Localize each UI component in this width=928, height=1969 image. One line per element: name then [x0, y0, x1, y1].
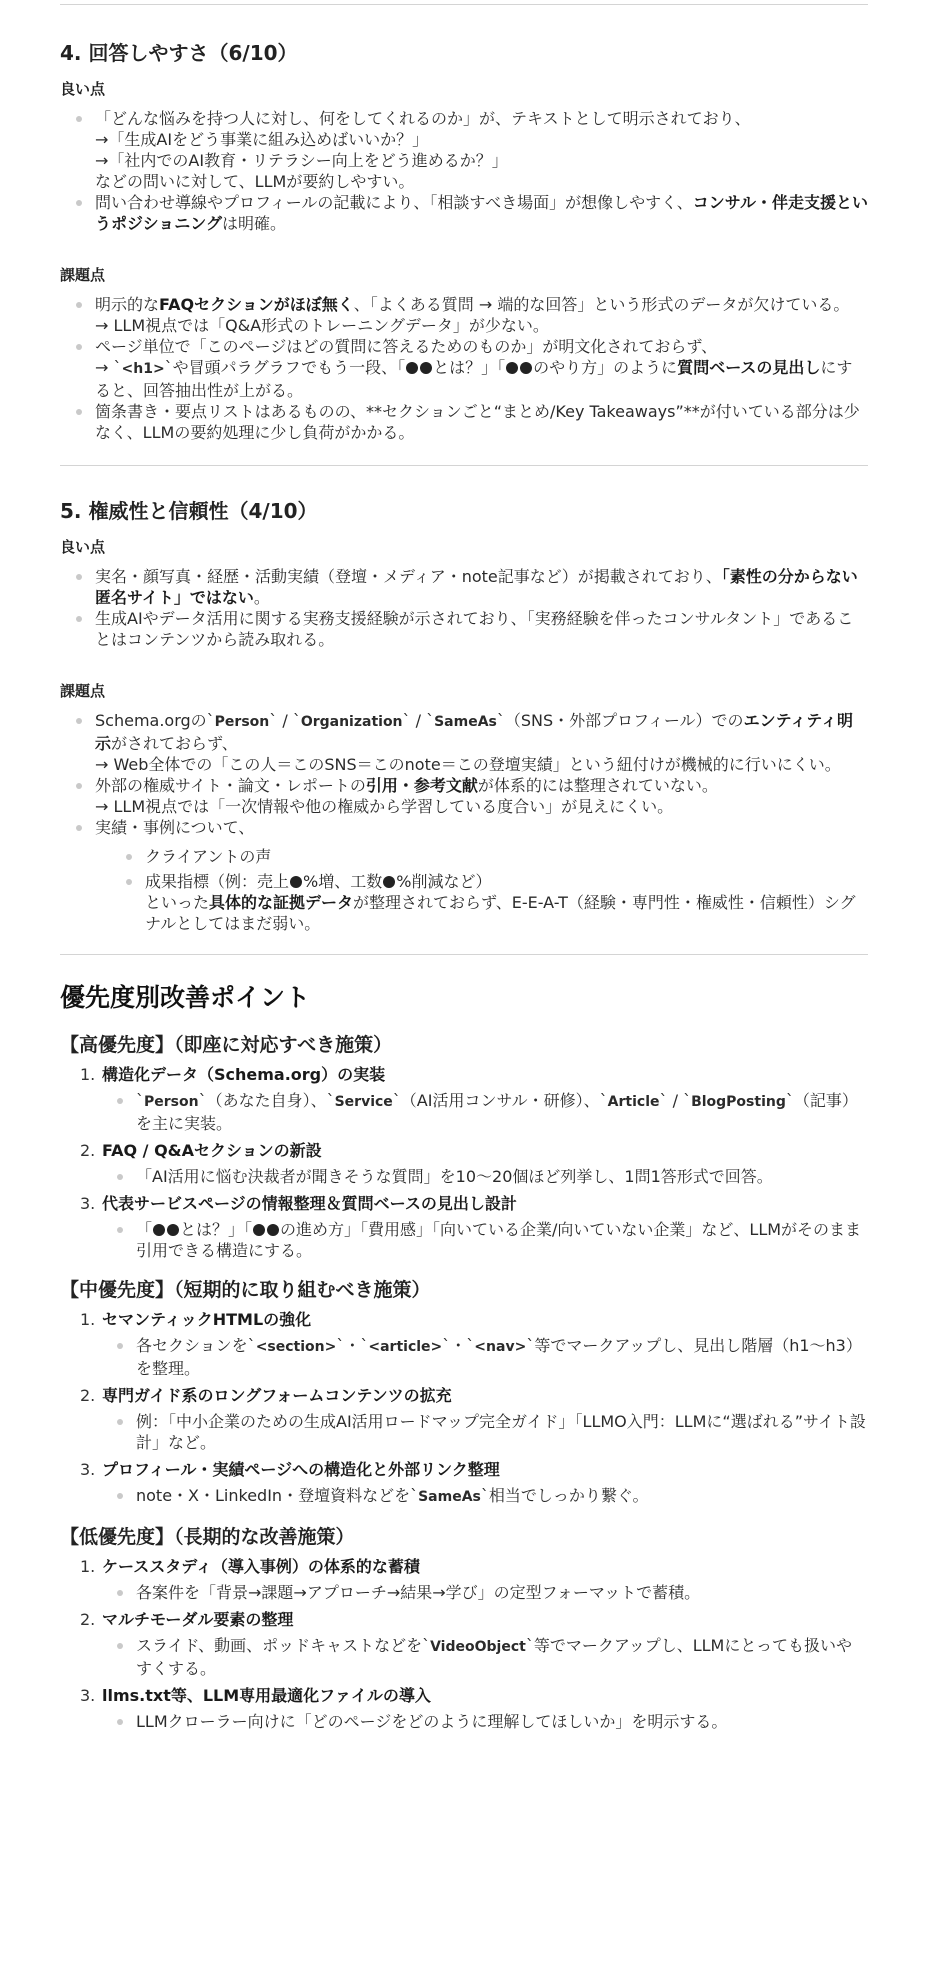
redacted-dot-icon: [520, 362, 532, 374]
list-item: 「 とは？」「 の進め方」「費用感」「向いている企業/向いていない企業」など、LLMがそのまま引用できる構造にする。: [111, 1219, 868, 1261]
top-divider: [60, 4, 868, 5]
list-item: 「どんな悩みを持つ人に対し、何をしてくれるのか」が、テキストとして明示されており、 →「生成AIをどう事業に組み込めばいいか？」 →「社内でのAI教育・リテラシー向上をどう進めるか？」 などの問いに対して、LLMが要約しやすい。: [70, 108, 868, 192]
list-item: ページ単位で「このページはどの質問に答えるためのものか」が明文化されておらず、 → `<h1>`や冒頭パラグラフでもう一段、「 とは？」「 のやり方」のように質問ベースの見出しにすると、回答抽出性が上がる。: [70, 336, 868, 401]
list-item: 各セクションを`<section>`・`<article>`・`<nav>`等でマークアップし、見出し階層（h1〜h3）を整理。: [111, 1335, 868, 1379]
list-item: 各案件を「背景→課題→アプローチ→結果→学び」の定型フォーマットで蓄積。: [111, 1582, 868, 1603]
list-item: 明示的なFAQセクションがほぼ無く、「よくある質問 → 端的な回答」という形式のデータが欠けている。 → LLM視点では「Q&A形式のトレーニングデータ」が少ない。: [70, 294, 868, 336]
s4-good-list: [70, 108, 868, 234]
list-item: note・X・LinkedIn・登壇資料などを`SameAs`相当でしっかり繋ぐ。: [111, 1485, 868, 1508]
good-points-label: 良い点: [60, 538, 106, 556]
list-item: Schema.orgの`Person` / `Organization` / `SameAs`（SNS・外部プロフィール）でのエンティティ明示がされておらず、 → Web全体での「この人＝このSNS＝このnote＝この登壇実績」という紐付けが機械的に行いにくい。: [70, 710, 868, 775]
list-item: 3. プロフィール・実績ページへの構造化と外部リンク整理 note・X・LinkedIn・登壇資料などを`SameAs`相当でしっかり繋ぐ。: [80, 1459, 868, 1508]
issues-label: 課題点: [60, 682, 106, 700]
list-item: 生成AIやデータ活用に関する実務支援経験が示されており、「実務経験を伴ったコンサルタント」であることはコンテンツから読み取れる。: [70, 608, 868, 650]
nested-list: [120, 846, 868, 934]
document-page: [0, 4, 928, 1732]
list-item: スライド、動画、ポッドキャストなどを`VideoObject`等でマークアップし、LLMにとっても扱いやすくする。: [111, 1635, 868, 1679]
redacted-dot-icon: [383, 876, 395, 888]
s5-good-list: [70, 566, 868, 650]
issues-label: 課題点: [60, 266, 106, 284]
list-item: 成果指標（例：売上 %増、工数 %削減など） といった具体的な証拠データが整理されておらず、E-E-A-T（経験・専門性・権威性・信頼性）シグナルとしてはまだ弱い。: [120, 871, 868, 934]
list-item: 1. ケーススタディ（導入事例）の体系的な蓄積 各案件を「背景→課題→アプローチ→結果→学び」の定型フォーマットで蓄積。: [80, 1556, 868, 1603]
list-item: クライアントの声: [120, 846, 868, 867]
list-item: 問い合わせ導線やプロフィールの記載により、「相談すべき場面」が想像しやすく、コンサル・伴走支援というポジショニングは明確。: [70, 192, 868, 234]
list-item: LLMクローラー向けに「どのページをどのように理解してほしいか」を明示する。: [111, 1711, 868, 1732]
redacted-dot-icon: [167, 1224, 179, 1236]
list-item: 「AI活用に悩む決裁者が聞きそうな質問」を10〜20個ほど列挙し、1問1答形式で回答。: [111, 1166, 868, 1187]
list-item: 箇条書き・要点リストはあるものの、**セクションごと“まとめ/Key Takeaways”**が付いている部分は少なく、LLMの要約処理に少し負荷がかかる。: [70, 401, 868, 443]
list-item: 3. 代表サービスページの情報整理＆質問ベースの見出し設計 「 とは？」「 の進め方」「費用感」「向いている企業/向いていない企業」など、LLMがそのまま引用できる構造にする。: [80, 1193, 868, 1261]
redacted-dot-icon: [506, 362, 518, 374]
list-item: 例：「中小企業のための生成AI活用ロードマップ完全ガイド」「LLMO入門：LLMに“選ばれる”サイト設計」など。: [111, 1411, 868, 1453]
list-item: 2. 専門ガイド系のロングフォームコンテンツの拡充 例：「中小企業のための生成AI活用ロードマップ完全ガイド」「LLMO入門：LLMに“選ばれる”サイト設計」など。: [80, 1385, 868, 1453]
redacted-dot-icon: [253, 1224, 265, 1236]
good-points-label: 良い点: [60, 80, 106, 98]
list-item: 実名・顔写真・経歴・活動実績（登壇・メディア・note記事など）が掲載されており、「素性の分からない匿名サイト」ではない。: [70, 566, 868, 608]
list-item: 3. llms.txt等、LLM専用最適化ファイルの導入 LLMクローラー向けに「どのページをどのように理解してほしいか」を明示する。: [80, 1685, 868, 1732]
section-divider: [60, 465, 868, 466]
high-priority-heading: 【高優先度】（即座に対応すべき施策）: [60, 1034, 393, 1056]
redacted-dot-icon: [267, 1224, 279, 1236]
redacted-dot-icon: [153, 1224, 165, 1236]
s5-issue-list: [70, 710, 868, 934]
list-item: 1. 構造化データ（Schema.org）の実装 `Person`（あなた自身）、`Service`（AI活用コンサル・研修）、`Article` / `BlogPosting`（記事）を主に実装。: [80, 1064, 868, 1134]
mid-priority-list: [80, 1309, 868, 1508]
redacted-dot-icon: [406, 362, 418, 374]
list-item: 外部の権威サイト・論文・レポートの引用・参考文献が体系的には整理されていない。 → LLM視点では「一次情報や他の権威から学習している度合い」が見えにくい。: [70, 775, 868, 817]
section-5-title: 5. 権威性と信頼性（4/10）: [60, 499, 318, 523]
section-divider: [60, 954, 868, 955]
mid-priority-heading: 【中優先度】（短期的に取り組むべき施策）: [60, 1279, 431, 1301]
high-priority-list: [80, 1064, 868, 1261]
s4-issue-list: [70, 294, 868, 443]
list-item: `Person`（あなた自身）、`Service`（AI活用コンサル・研修）、`Article` / `BlogPosting`（記事）を主に実装。: [111, 1090, 868, 1134]
redacted-dot-icon: [290, 876, 302, 888]
section-4-title: 4. 回答しやすさ（6/10）: [60, 41, 298, 65]
list-item: 1. セマンティックHTMLの強化 各セクションを`<section>`・`<article>`・`<nav>`等でマークアップし、見出し階層（h1〜h3）を整理。: [80, 1309, 868, 1379]
list-item: 2. FAQ / Q&Aセクションの新設 「AI活用に悩む決裁者が聞きそうな質問」を10〜20個ほど列挙し、1問1答形式で回答。: [80, 1140, 868, 1187]
list-item: 2. マルチモーダル要素の整理 スライド、動画、ポッドキャストなどを`VideoObject`等でマークアップし、LLMにとっても扱いやすくする。: [80, 1609, 868, 1679]
low-priority-heading: 【低優先度】（長期的な改善施策）: [60, 1526, 355, 1548]
low-priority-list: [80, 1556, 868, 1732]
list-item: 実績・事例について、 クライアントの声 成果指標（例：売上 %増、工数 %削減など） といった具体的な証拠データが整理されておらず、E-E-A-T（経験・専門性・権威性・信頼性）シグナルとしてはまだ弱い。: [70, 817, 868, 934]
redacted-dot-icon: [420, 362, 432, 374]
priority-heading: 優先度別改善ポイント: [60, 983, 311, 1012]
